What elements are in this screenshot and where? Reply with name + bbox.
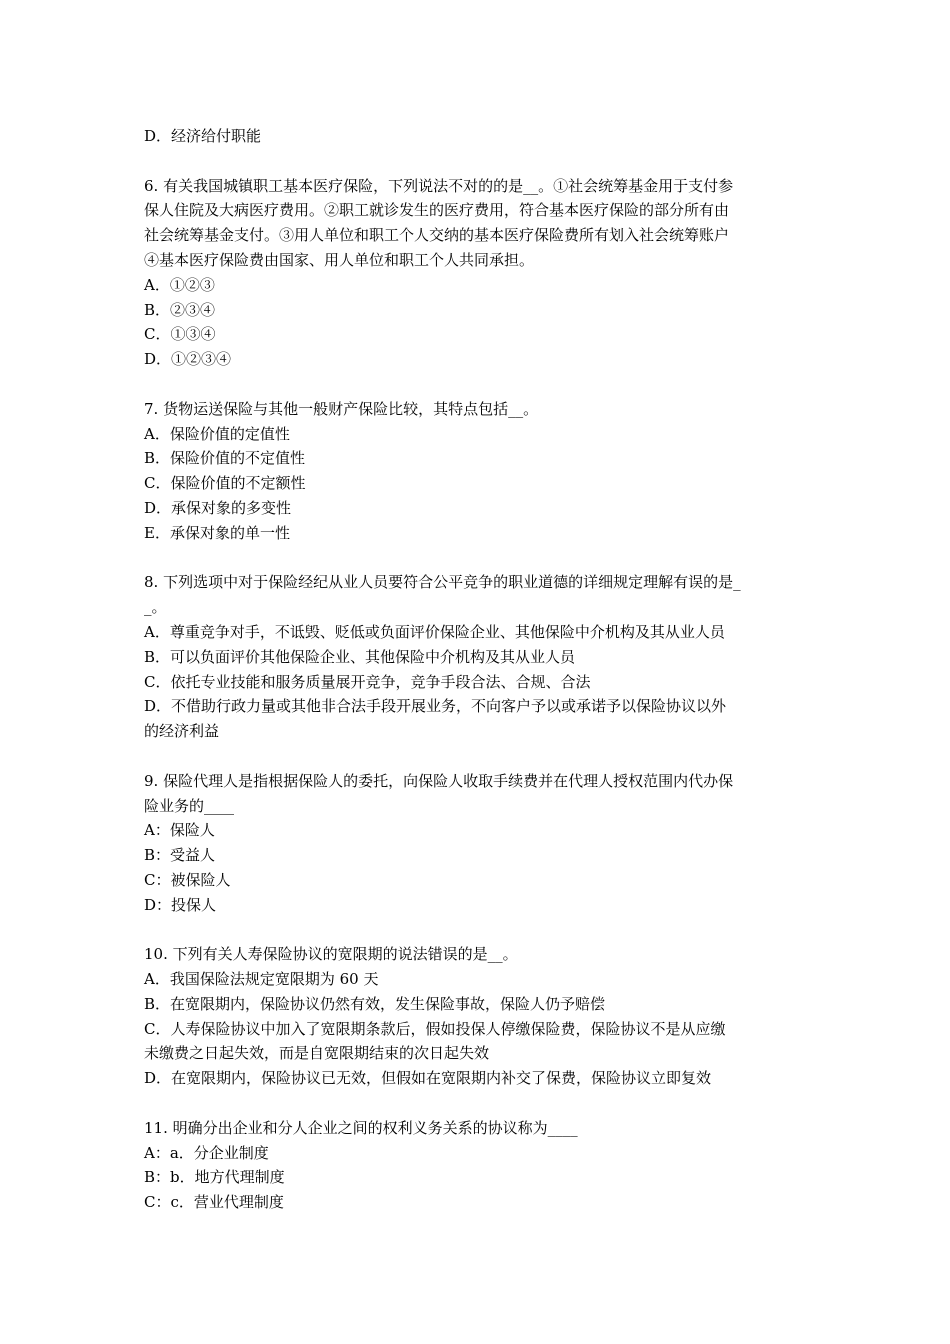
question-7 <box>144 397 810 546</box>
question-9-option-c: C：被保险人 <box>144 870 231 889</box>
question-8-option-b: B．可以负面评价其他保险企业、其他保险中介机构及其从业人员 <box>144 647 576 666</box>
question-8 <box>144 570 810 744</box>
question-10-option-c-line-1: C．人寿保险协议中加入了宽限期条款后，假如投保人停缴保险费，保险协议不是从应缴 <box>144 1019 726 1038</box>
question-8-option-a: A．尊重竞争对手，不诋毁、贬低或负面评价保险企业、其他保险中介机构及其从业人员 <box>144 622 725 641</box>
question-9-option-d: D：投保人 <box>144 895 217 914</box>
option-d-economic-payment: D．经济给付职能 <box>144 127 262 145</box>
question-11-stem-line-1: 11. 明确分出企业和分人企业之间的权利义务关系的协议称为____ <box>144 1118 578 1137</box>
question-11-option-a: A：a．分企业制度 <box>144 1143 269 1162</box>
question-9-option-b: B：受益人 <box>144 846 216 865</box>
question-7-option-a: A．保险价值的定值性 <box>144 424 290 443</box>
question-7-option-c: C．保险价值的不定额性 <box>144 474 306 493</box>
question-7-option-b: B．保险价值的不定值性 <box>144 449 306 468</box>
question-7-option-e: E．承保对象的单一性 <box>144 523 290 542</box>
question-8-stem-line-1: 8. 下列选项中对于保险经纪从业人员要符合公平竞争的职业道德的详细规定理解有误的是_ <box>144 573 741 592</box>
question-6-option-c: C．①③④ <box>144 325 216 344</box>
question-8-option-d-line-1: D．不借助行政力量或其他非合法手段开展业务，不向客户予以或承诺予以保险协议以外 <box>144 697 727 716</box>
question-11-option-b: B：b．地方代理制度 <box>144 1168 285 1187</box>
question-7-stem-line-1: 7. 货物运送保险与其他一般财产保险比较，其特点包括__。 <box>144 399 539 418</box>
document-page <box>144 124 810 1215</box>
question-9-stem-line-2: 险业务的____ <box>144 796 235 815</box>
question-9 <box>144 769 810 918</box>
question-6-stem-line-3: 社会统筹基金支付。③用人单位和职工个人交纳的基本医疗保险费所有划入社会统筹账户 <box>144 226 730 245</box>
question-10-option-b: B．在宽限期内，保险协议仍然有效，发生保险事故，保险人仍予赔偿 <box>144 994 606 1013</box>
question-6-option-b: B．②③④ <box>144 300 216 319</box>
question-6 <box>144 174 810 372</box>
question-11-option-c: C：c．营业代理制度 <box>144 1193 284 1212</box>
question-10 <box>144 942 810 1091</box>
question-6-option-d: D．①②③④ <box>144 350 232 369</box>
question-6-stem-line-4: ④基本医疗保险费由国家、用人单位和职工个人共同承担。 <box>144 250 535 269</box>
question-6-stem-line-1: 6. 有关我国城镇职工基本医疗保险，下列说法不对的的是__。①社会统筹基金用于支付参 <box>144 176 734 195</box>
question-10-stem-line-1: 10. 下列有关人寿保险协议的宽限期的说法错误的是__。 <box>144 945 518 964</box>
question-9-option-a: A：保险人 <box>144 821 215 840</box>
question-8-option-d-line-2: 的经济利益 <box>144 722 220 741</box>
question-10-option-a: A．我国保险法规定宽限期为 60 天 <box>144 970 379 989</box>
question-10-option-c-line-2: 未缴费之日起失效，而是自宽限期结束的次日起失效 <box>144 1044 490 1063</box>
question-6-option-a: A．①②③ <box>144 275 215 294</box>
question-11 <box>144 1116 810 1215</box>
question-8-stem-line-2: _。 <box>144 598 167 617</box>
question-10-option-d: D．在宽限期内，保险协议已无效，但假如在宽限期内补交了保费，保险协议立即复效 <box>144 1069 712 1088</box>
question-8-option-c: C．依托专业技能和服务质量展开竞争，竞争手段合法、合规、合法 <box>144 672 591 691</box>
question-9-stem-line-1: 9. 保险代理人是指根据保险人的委托，向保险人收取手续费并在代理人授权范围内代办保 <box>144 771 734 790</box>
question-7-option-d: D．承保对象的多变性 <box>144 498 292 517</box>
question-6-stem-line-2: 保人住院及大病医疗费用。②职工就诊发生的医疗费用，符合基本医疗保险的部分所有由 <box>144 201 730 220</box>
